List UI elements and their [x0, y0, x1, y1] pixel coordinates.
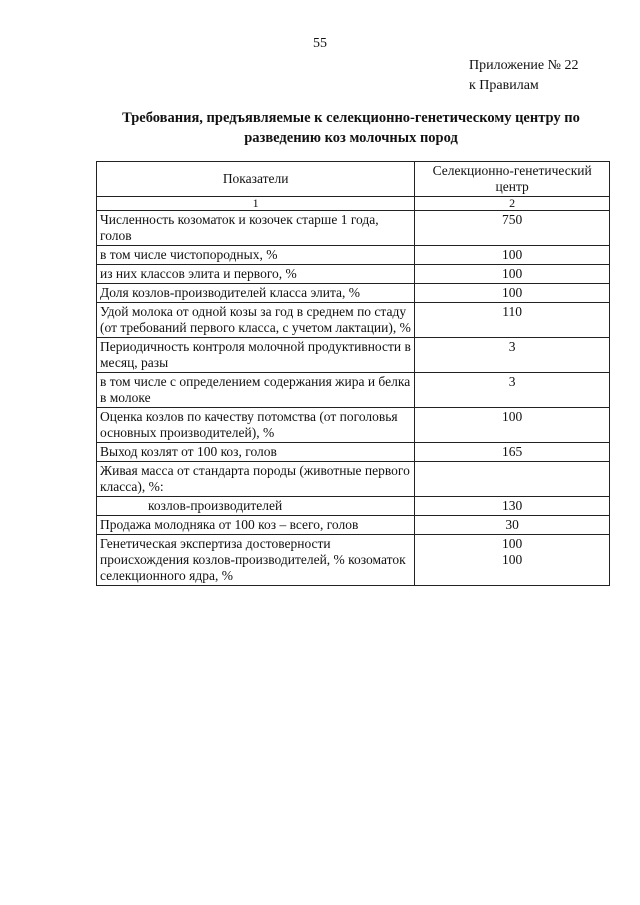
table-row — [97, 284, 610, 303]
row-label: Выход козлят от 100 коз, голов — [97, 443, 415, 462]
row-value-item: 30 — [505, 517, 519, 532]
table-row — [97, 516, 610, 535]
row-value-item: 100 — [502, 266, 523, 281]
page-number: 55 — [313, 36, 327, 51]
row-label: Оценка козлов по качеству потомства (от поголовья основных производителей), % — [97, 408, 415, 443]
table-row — [97, 443, 610, 462]
row-value — [415, 246, 610, 265]
column-number-1: 1 — [97, 197, 415, 211]
requirements-table — [96, 161, 610, 586]
row-value-item: 100 — [502, 536, 523, 551]
row-label: Периодичность контроля молочной продуктивности в месяц, разы — [97, 338, 415, 373]
header-indicators: Показатели — [97, 162, 415, 197]
row-value-item: 100 — [502, 552, 523, 567]
column-number-row — [97, 197, 610, 211]
row-value — [415, 284, 610, 303]
row-label: в том числе с определением содержания жира и белка в молоке — [97, 373, 415, 408]
table-row — [97, 535, 610, 586]
row-value — [415, 443, 610, 462]
row-value — [415, 338, 610, 373]
row-value — [415, 303, 610, 338]
table-row — [97, 338, 610, 373]
row-label: козлов-производителей — [97, 497, 415, 516]
header-center: Селекционно-генетический центр — [415, 162, 610, 197]
table-row — [97, 408, 610, 443]
row-value-item: 100 — [502, 409, 523, 424]
row-value-item: 165 — [502, 444, 523, 459]
row-label: из них классов элита и первого, % — [97, 265, 415, 284]
column-number-2: 2 — [415, 197, 610, 211]
table-row — [97, 497, 610, 516]
row-value — [415, 408, 610, 443]
row-value-item: 100 — [502, 285, 523, 300]
table-row — [97, 211, 610, 246]
table-row — [97, 303, 610, 338]
row-label: Продажа молодняка от 100 коз – всего, голов — [97, 516, 415, 535]
row-value-item: 3 — [508, 339, 516, 354]
row-label: Доля козлов-производителей класса элита, % — [97, 284, 415, 303]
row-label: Численность козоматок и козочек старше 1 года, голов — [97, 211, 415, 246]
table-row — [97, 265, 610, 284]
row-value — [415, 497, 610, 516]
row-value — [415, 373, 610, 408]
row-value-item: 750 — [502, 212, 523, 227]
table-header-row — [97, 162, 610, 197]
document-title: Требования, предъявляемые к селекционно-генетическому центру по разведению коз молочных пород — [122, 110, 580, 146]
row-value-item: 100 — [502, 247, 523, 262]
row-value — [415, 265, 610, 284]
appendix-reference — [469, 56, 579, 96]
row-value — [415, 462, 610, 497]
row-value — [415, 211, 610, 246]
appendix-number: Приложение № 22 — [469, 58, 579, 73]
table-row — [97, 246, 610, 265]
row-value — [415, 516, 610, 535]
table-row — [97, 373, 610, 408]
appendix-rules: к Правилам — [469, 78, 539, 93]
row-label: Живая масса от стандарта породы (животные первого класса), %: — [97, 462, 415, 497]
row-value-item: 130 — [502, 498, 523, 513]
table-row — [97, 462, 610, 497]
row-label: Удой молока от одной козы за год в среднем по стаду (от требований первого класса, с учетом лактации), % — [97, 303, 415, 338]
row-value-item: 3 — [508, 374, 516, 389]
row-label: в том числе чистопородных, % — [97, 246, 415, 265]
row-label: Генетическая экспертиза достоверности происхождения козлов-производителей, % козоматок селекционного ядра, % — [97, 535, 415, 586]
row-value — [415, 535, 610, 586]
row-value-item: 110 — [502, 304, 523, 319]
